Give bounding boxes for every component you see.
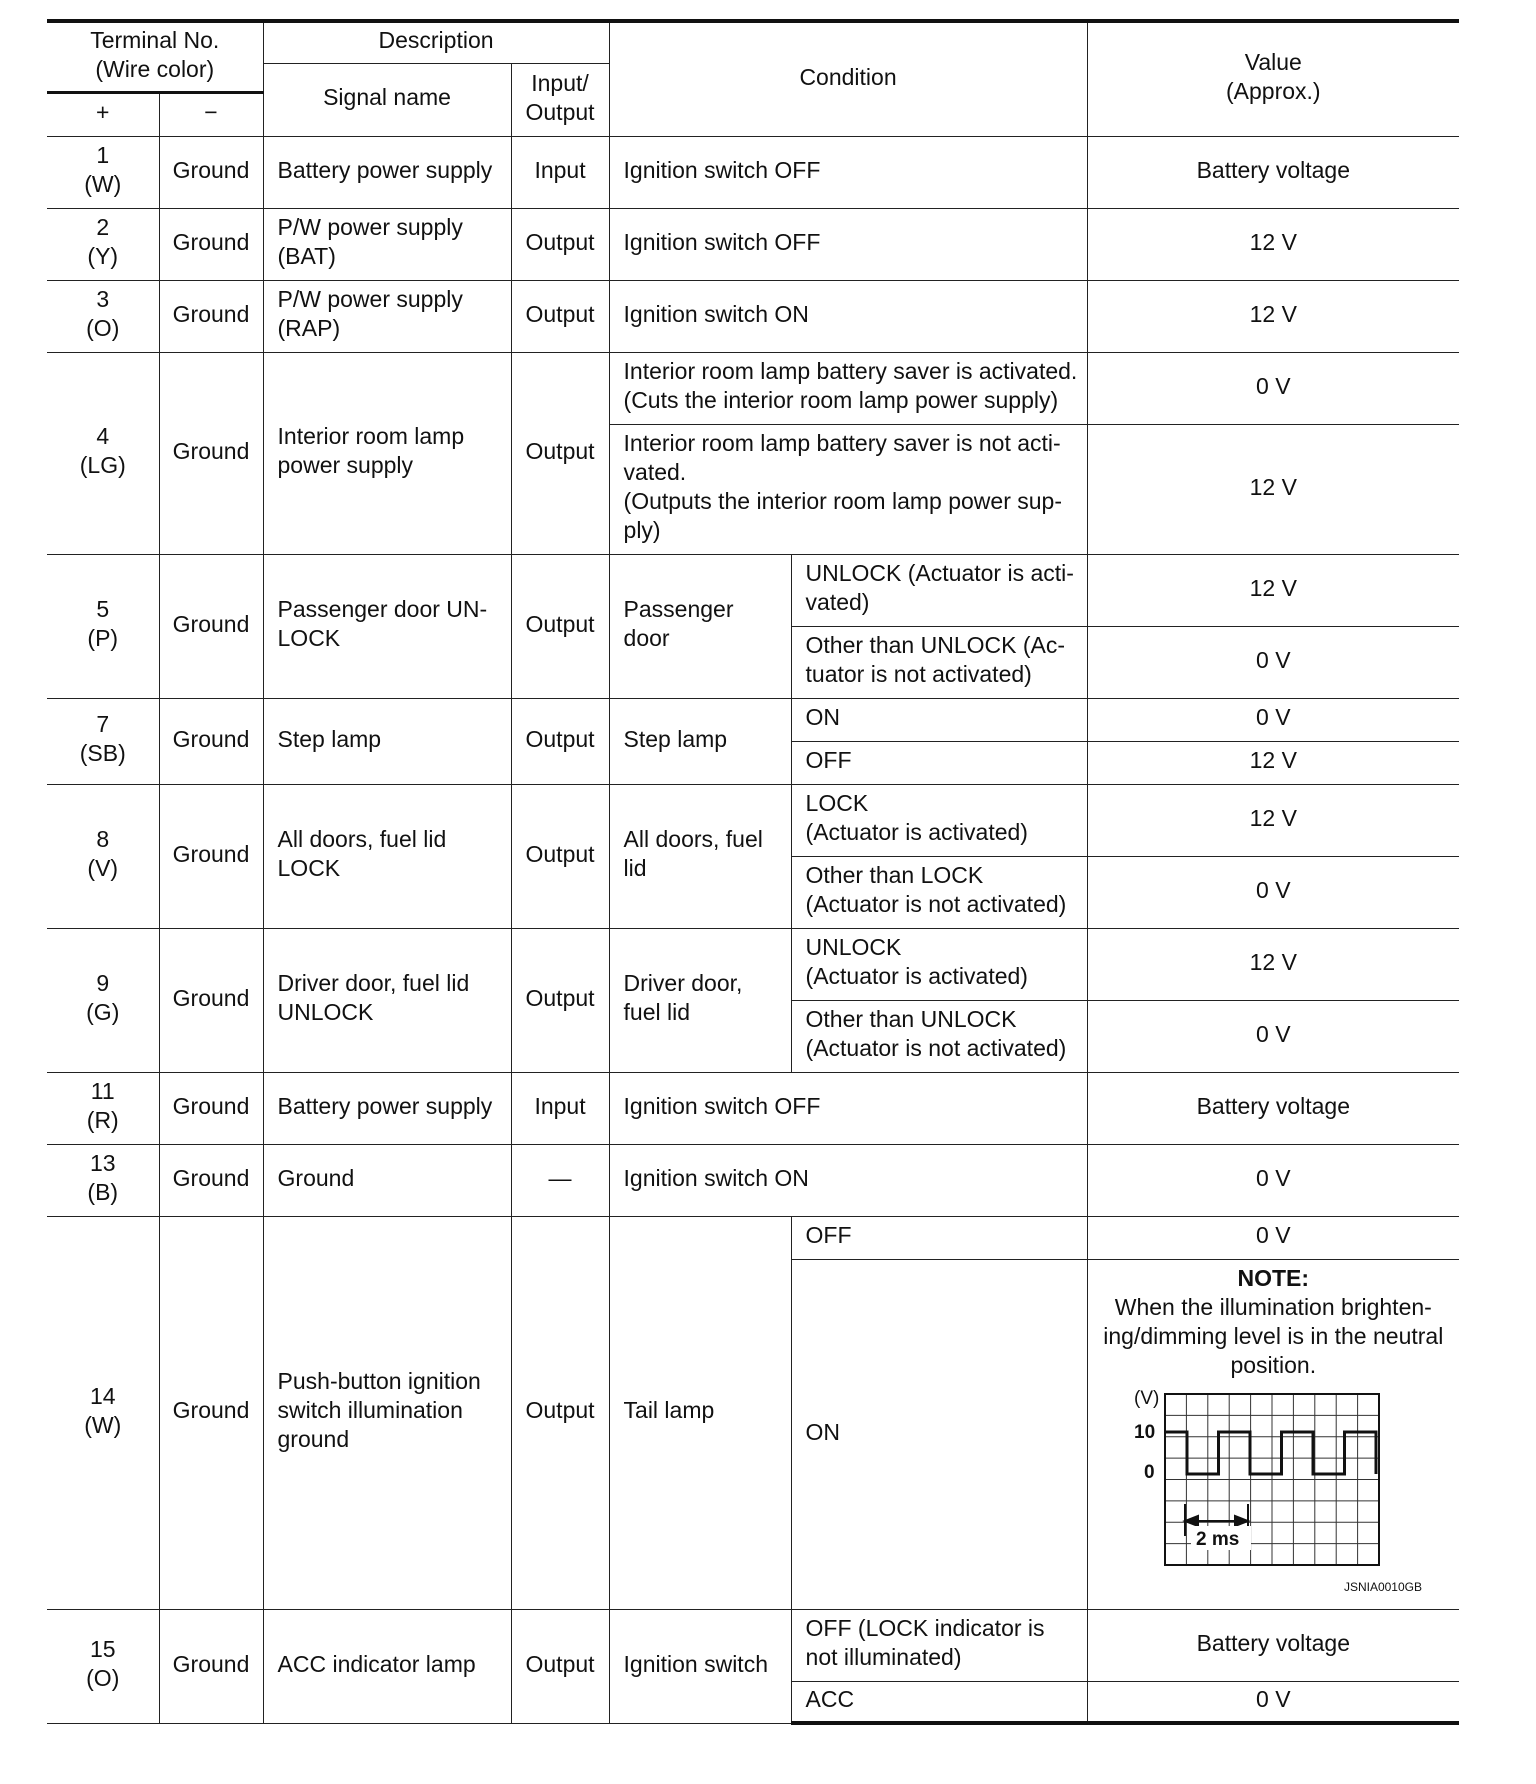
sub-condition: UNLOCK (Actuator is activated) [791, 928, 1087, 1000]
condition: Interior room lamp battery saver is not acti- vated. (Outputs the interior room lamp power sup- ply) [609, 424, 1087, 554]
description-header: Description [263, 21, 609, 63]
sub-condition: ACC [791, 1681, 1087, 1723]
signal-name: Interior room lamp power supply [263, 352, 511, 554]
signal-name: ACC indicator lamp [263, 1609, 511, 1723]
io: Output [511, 928, 609, 1072]
figure-code: JSNIA0010GB [1343, 1579, 1422, 1594]
value: 12 V [1087, 280, 1459, 352]
condition: Ignition switch ON [609, 1144, 1087, 1216]
sub-condition: OFF (LOCK indicator is not illuminated) [791, 1609, 1087, 1681]
terminal-no-header [47, 21, 263, 92]
sub-condition: ON [791, 698, 1087, 741]
note-cell [1087, 1259, 1459, 1609]
terminal-no: 4 (LG) [47, 352, 159, 554]
table-row [47, 698, 1459, 741]
table-row [47, 928, 1459, 1000]
signal-name: Passenger door UN- LOCK [263, 554, 511, 698]
terminal-no: 3 (O) [47, 280, 159, 352]
io: Output [511, 1609, 609, 1723]
approx-label: (Approx.) [1225, 78, 1321, 105]
condition: Step lamp [609, 698, 791, 784]
sub-condition: OFF [791, 1216, 1087, 1259]
io: Output [511, 352, 609, 554]
minus-terminal: Ground [159, 280, 263, 352]
minus-header: − [159, 92, 263, 136]
condition: Ignition switch OFF [609, 1072, 1087, 1144]
lo-label: 0 [1143, 1461, 1155, 1483]
condition: Ignition switch ON [609, 280, 1087, 352]
sub-condition: ON [791, 1259, 1087, 1609]
table-row [47, 1144, 1459, 1216]
value: 12 V [1087, 741, 1459, 784]
io: — [511, 1144, 609, 1216]
table-row [47, 208, 1459, 280]
minus-terminal: Ground [159, 1216, 263, 1609]
io-header [511, 63, 609, 136]
period-label: 2 ms [1195, 1528, 1239, 1550]
minus-terminal: Ground [159, 1609, 263, 1723]
terminal-no-label: Terminal No. [90, 26, 220, 53]
signal-name-header: Signal name [263, 63, 511, 136]
condition: Passenger door [609, 554, 791, 698]
sub-condition: UNLOCK (Actuator is acti- vated) [791, 554, 1087, 626]
value: 12 V [1087, 784, 1459, 856]
condition: All doors, fuel lid [609, 784, 791, 928]
terminal-no: 14 (W) [47, 1216, 159, 1609]
value: 12 V [1087, 424, 1459, 554]
note-title: NOTE: [1237, 1264, 1310, 1291]
condition: Tail lamp [609, 1216, 791, 1609]
signal-name: Push-button ignition switch illumination ground [263, 1216, 511, 1609]
minus-terminal: Ground [159, 784, 263, 928]
wire-color-label: (Wire color) [95, 55, 215, 82]
condition: Ignition switch OFF [609, 208, 1087, 280]
sub-condition: Other than LOCK (Actuator is not activated) [791, 856, 1087, 928]
value: Battery voltage [1087, 1072, 1459, 1144]
signal-name: Step lamp [263, 698, 511, 784]
condition: Ignition switch OFF [609, 136, 1087, 208]
signal-name: All doors, fuel lid LOCK [263, 784, 511, 928]
terminal-spec-page [47, 19, 1459, 1733]
terminal-spec-table [47, 19, 1459, 1725]
minus-terminal: Ground [159, 352, 263, 554]
terminal-no: 15 (O) [47, 1609, 159, 1723]
minus-terminal: Ground [159, 136, 263, 208]
table-row [47, 554, 1459, 626]
sub-condition: LOCK (Actuator is activated) [791, 784, 1087, 856]
sub-condition: Other than UNLOCK (Actuator is not activated) [791, 1000, 1087, 1072]
condition: Driver door, fuel lid [609, 928, 791, 1072]
minus-terminal: Ground [159, 1144, 263, 1216]
io: Output [511, 208, 609, 280]
value: Battery voltage [1087, 1609, 1459, 1681]
hi-label: 10 [1133, 1421, 1155, 1443]
minus-terminal: Ground [159, 208, 263, 280]
value: 0 V [1087, 352, 1459, 424]
io: Input [511, 1072, 609, 1144]
value: 0 V [1087, 1681, 1459, 1723]
condition: Ignition switch [609, 1609, 791, 1723]
value: 12 V [1087, 208, 1459, 280]
io: Output [511, 784, 609, 928]
io: Output [511, 554, 609, 698]
minus-terminal: Ground [159, 554, 263, 698]
io-label-1: Input/ [531, 69, 589, 96]
sub-condition: Other than UNLOCK (Ac- tuator is not activated) [791, 626, 1087, 698]
value: 0 V [1087, 626, 1459, 698]
io: Input [511, 136, 609, 208]
table-row [47, 136, 1459, 208]
table-row [47, 1609, 1459, 1681]
terminal-no: 2 (Y) [47, 208, 159, 280]
header-row [47, 21, 1459, 63]
table-row [47, 1216, 1459, 1259]
minus-terminal: Ground [159, 928, 263, 1072]
plus-header: + [47, 92, 159, 136]
value-header [1087, 21, 1459, 136]
value: 0 V [1087, 1000, 1459, 1072]
terminal-no: 9 (G) [47, 928, 159, 1072]
signal-name: P/W power supply (RAP) [263, 280, 511, 352]
terminal-no: 11 (R) [47, 1072, 159, 1144]
terminal-no: 13 (B) [47, 1144, 159, 1216]
terminal-no: 5 (P) [47, 554, 159, 698]
signal-name: P/W power supply (BAT) [263, 208, 511, 280]
sub-condition: OFF [791, 741, 1087, 784]
note-text: When the illumination brighten- ing/dimming level is in the neutral position. [1103, 1293, 1444, 1378]
terminal-no: 7 (SB) [47, 698, 159, 784]
signal-name: Ground [263, 1144, 511, 1216]
io-label-2: Output [525, 98, 595, 125]
io: Output [511, 698, 609, 784]
minus-terminal: Ground [159, 698, 263, 784]
signal-name: Battery power supply [263, 136, 511, 208]
value: 0 V [1087, 856, 1459, 928]
signal-name: Battery power supply [263, 1072, 511, 1144]
value: 0 V [1087, 698, 1459, 741]
table-row [47, 280, 1459, 352]
value: 12 V [1087, 928, 1459, 1000]
value: 0 V [1087, 1216, 1459, 1259]
value: 0 V [1087, 1144, 1459, 1216]
terminal-no: 8 (V) [47, 784, 159, 928]
value: 12 V [1087, 554, 1459, 626]
value-label: Value [1244, 49, 1302, 76]
value: Battery voltage [1087, 136, 1459, 208]
condition-header: Condition [609, 21, 1087, 136]
table-row [47, 784, 1459, 856]
condition: Interior room lamp battery saver is activated. (Cuts the interior room lamp power supply) [609, 352, 1087, 424]
io: Output [511, 1216, 609, 1609]
unit-label: (V) [1133, 1387, 1159, 1409]
table-row [47, 352, 1459, 424]
signal-name: Driver door, fuel lid UNLOCK [263, 928, 511, 1072]
table-row [47, 1072, 1459, 1144]
terminal-no: 1 (W) [47, 136, 159, 208]
minus-terminal: Ground [159, 1072, 263, 1144]
io: Output [511, 280, 609, 352]
waveform [1165, 1432, 1376, 1474]
square-wave-oscilloscope [1092, 1384, 1452, 1604]
